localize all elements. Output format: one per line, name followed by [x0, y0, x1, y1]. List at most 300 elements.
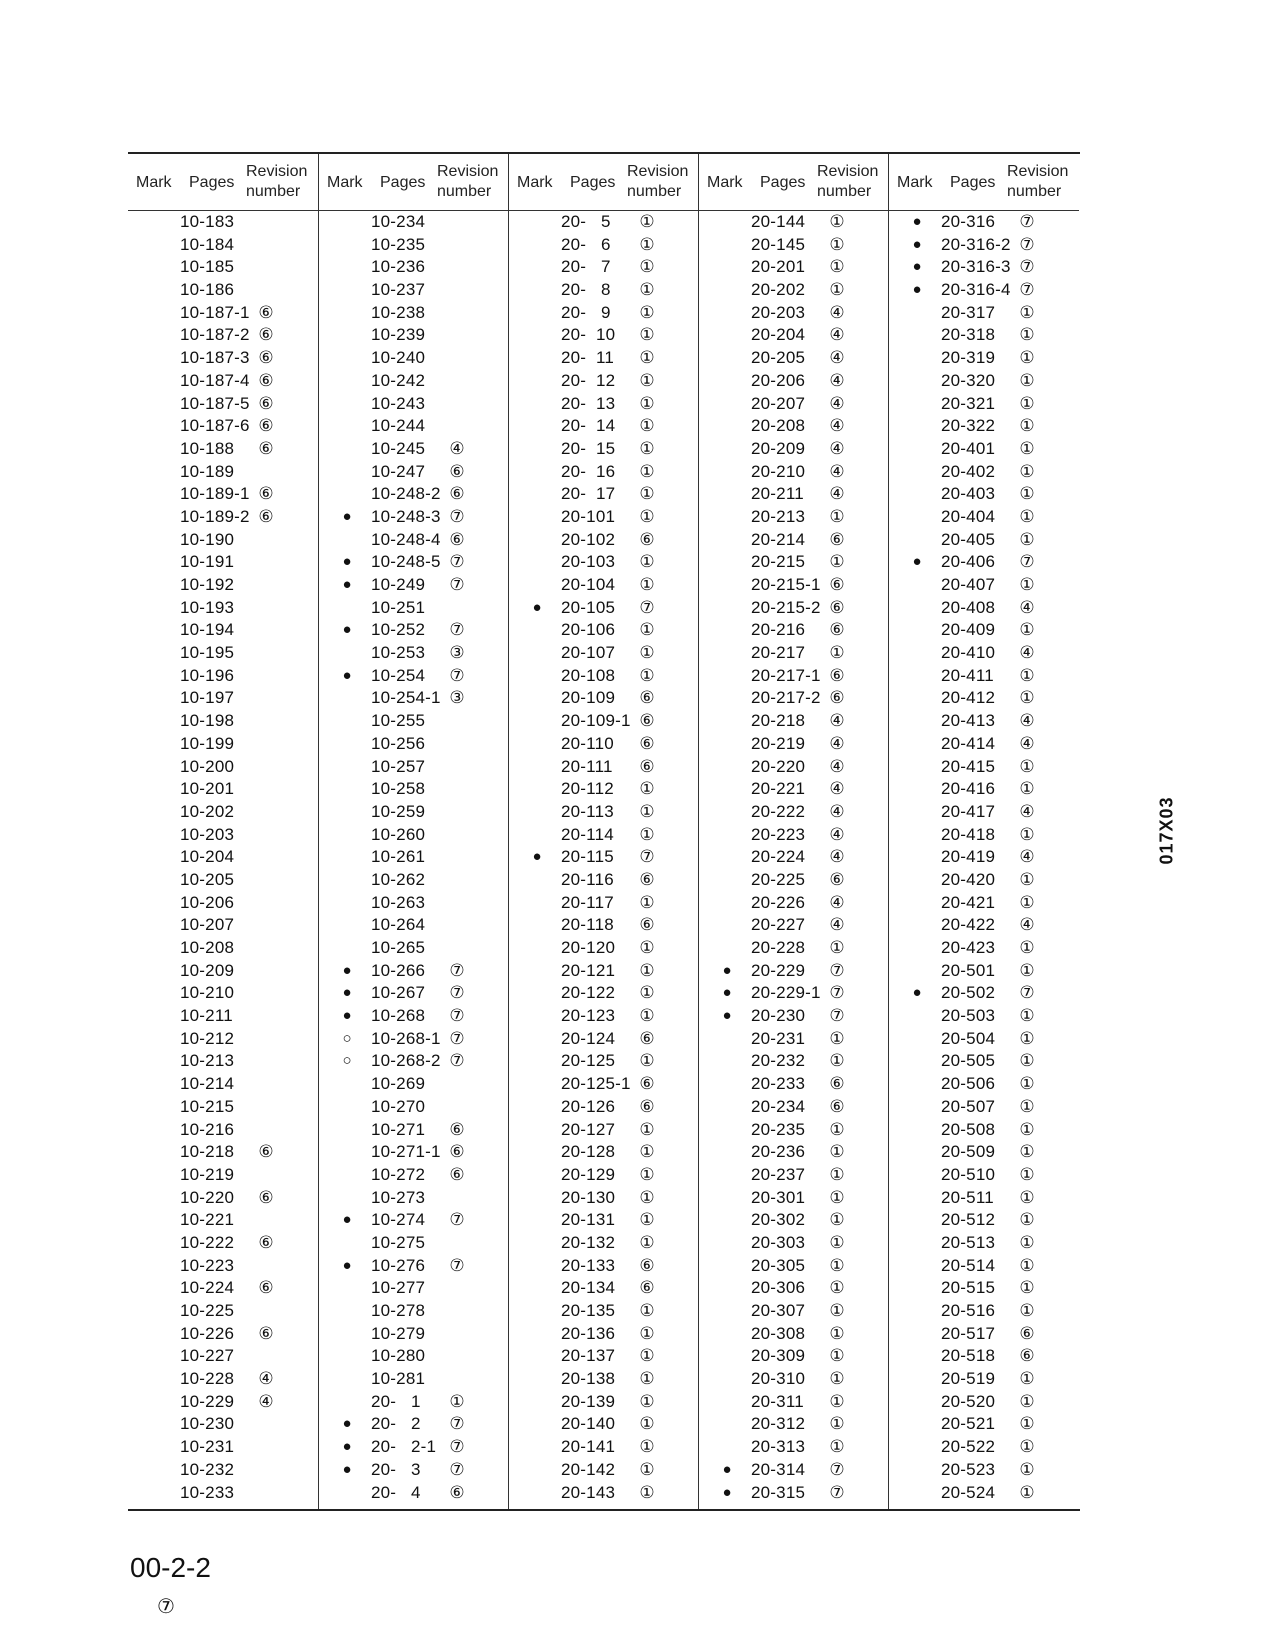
- page-ref: 20-229: [751, 960, 806, 980]
- table-row: [509, 1391, 699, 1414]
- page-ref: 20-505: [941, 1051, 996, 1071]
- table-row: [699, 642, 889, 665]
- revision-number: ⑥: [639, 1255, 655, 1275]
- table-row: [699, 1005, 889, 1028]
- revision-number: ①: [639, 824, 655, 844]
- page-ref: 10-214: [180, 1074, 235, 1094]
- page-ref: 20-144: [751, 212, 806, 231]
- revision-number: ⑥: [639, 688, 655, 708]
- table-row: [509, 1164, 699, 1187]
- table-row: [319, 733, 509, 756]
- table-row: [889, 687, 1079, 710]
- revision-number: ①: [1019, 869, 1035, 889]
- page-ref: 20-302: [751, 1210, 806, 1230]
- table-row: [699, 869, 889, 892]
- page-ref: 20- 6: [561, 234, 611, 254]
- revision-number: ⑦: [1019, 257, 1035, 277]
- revision-number: ⑥: [829, 620, 845, 640]
- table-row: [319, 892, 509, 915]
- table-row: [128, 869, 318, 892]
- table-row: [509, 506, 699, 529]
- table-row: [509, 1028, 699, 1051]
- table-row: [319, 347, 509, 370]
- page-ref: 10-197: [180, 688, 235, 708]
- revision-number: ④: [829, 370, 845, 390]
- table-row: [889, 1164, 1079, 1187]
- table-row: [889, 551, 1079, 574]
- page-ref: 10-220: [180, 1187, 235, 1207]
- page-ref: 20-415: [941, 756, 996, 776]
- page-ref: 20-320: [941, 370, 996, 390]
- table-row: [509, 824, 699, 847]
- table-row: [889, 1073, 1079, 1096]
- table-row: [128, 551, 318, 574]
- table-row: [699, 1141, 889, 1164]
- page-ref: 20-219: [751, 733, 806, 753]
- revision-number: ①: [829, 1437, 845, 1457]
- revision-number: ⑦: [449, 1028, 465, 1048]
- revision-number: ①: [1019, 1028, 1035, 1048]
- table-row: [128, 370, 318, 393]
- page-ref: 10-189-2: [180, 506, 250, 526]
- page-ref: 20-236: [751, 1142, 806, 1162]
- page-ref: 20-114: [561, 824, 614, 844]
- page-ref: 10-183: [180, 212, 235, 231]
- table-row: [889, 1459, 1079, 1482]
- table-row: [509, 937, 699, 960]
- page-ref: 10-248-4: [371, 529, 441, 549]
- table-row: [699, 1413, 889, 1436]
- table-row: [319, 1119, 509, 1142]
- revision-number: ①: [829, 1187, 845, 1207]
- page-ref: 20-131: [561, 1210, 616, 1230]
- page-ref: 20- 15: [561, 438, 616, 458]
- table-row: [889, 1413, 1079, 1436]
- page-ref: 20-410: [941, 643, 996, 663]
- table-row: [128, 642, 318, 665]
- table-row: [319, 1300, 509, 1323]
- table-row: [699, 438, 889, 461]
- table-row: [509, 642, 699, 665]
- page-ref: 20-419: [941, 847, 996, 867]
- table-row: [699, 1345, 889, 1368]
- revision-number: ⑦: [449, 1459, 465, 1479]
- revision-number: ⑥: [639, 733, 655, 753]
- table-row: [128, 347, 318, 370]
- revision-number: ①: [639, 325, 655, 345]
- revision-number: ⑥: [258, 416, 274, 436]
- revision-number: ①: [639, 506, 655, 526]
- revision-mark: ●: [912, 553, 922, 571]
- revision-number: ④: [1019, 733, 1035, 753]
- revision-number: ①: [639, 416, 655, 436]
- table-row: [889, 778, 1079, 801]
- table-row: [319, 483, 509, 506]
- table-row: [509, 1073, 699, 1096]
- revision-number: ①: [639, 438, 655, 458]
- table-row: [509, 1232, 699, 1255]
- table-row: [889, 914, 1079, 937]
- revision-number: ①: [449, 1391, 465, 1411]
- page-ref: 20-523: [941, 1459, 996, 1479]
- table-row: [889, 302, 1079, 325]
- page-ref: 20-123: [561, 1006, 616, 1026]
- page-ref: 20-134: [561, 1278, 616, 1298]
- revision-number: ⑦: [829, 960, 845, 980]
- table-row: [319, 1028, 509, 1051]
- table-row: [699, 1073, 889, 1096]
- revision-number: ①: [829, 1210, 845, 1230]
- table-row: [509, 869, 699, 892]
- revision-number: ①: [639, 393, 655, 413]
- page-ref: 20-217: [751, 643, 806, 663]
- page-ref: 20-109-1: [561, 711, 631, 731]
- table-row: [319, 665, 509, 688]
- page-ref: 20- 10: [561, 325, 616, 345]
- table-row: [509, 302, 699, 325]
- table-row: [128, 1482, 318, 1505]
- revision-number: ④: [258, 1369, 274, 1389]
- revision-number: ⑦: [449, 1437, 465, 1457]
- header-revision-line1: Revision: [437, 163, 499, 180]
- revision-mark: ●: [342, 1460, 352, 1478]
- page-ref: 10-238: [371, 302, 426, 322]
- page-ref: 20- 2-1: [371, 1437, 437, 1457]
- table-row: [889, 438, 1079, 461]
- revision-number: ①: [639, 665, 655, 685]
- table-row: [128, 778, 318, 801]
- page-ref: 10-233: [180, 1482, 235, 1502]
- page-ref: 10-281: [371, 1369, 426, 1389]
- table-row: [889, 801, 1079, 824]
- table-row: [128, 1413, 318, 1436]
- page-ref: 10-260: [371, 824, 426, 844]
- page-ref: 20-318: [941, 325, 996, 345]
- table-row: [128, 914, 318, 937]
- page-ref: 20-404: [941, 506, 996, 526]
- revision-number: ①: [1019, 1414, 1035, 1434]
- page-ref: 10-193: [180, 597, 235, 617]
- page-ref: 10-273: [371, 1187, 426, 1207]
- revision-number: ①: [639, 575, 655, 594]
- page-ref: 20-141: [561, 1437, 616, 1457]
- page-ref: 10-247: [371, 461, 426, 481]
- revision-number: ⑥: [639, 1096, 655, 1116]
- table-row: [889, 1391, 1079, 1414]
- table-row: [509, 370, 699, 393]
- table-row: [509, 846, 699, 869]
- page-ref: 20-515: [941, 1278, 996, 1298]
- page-ref: 10-257: [371, 756, 426, 776]
- table-row: [319, 1096, 509, 1119]
- page-ref: 20-401: [941, 438, 996, 458]
- table-row: [319, 1164, 509, 1187]
- revision-number: ⑥: [639, 529, 655, 549]
- page-ref: 20-316-3: [941, 257, 1011, 277]
- revision-number: ①: [639, 302, 655, 322]
- revision-number: ⑦: [1019, 983, 1035, 1003]
- table-row: [509, 256, 699, 279]
- table-row: [699, 1119, 889, 1142]
- revision-mark: ○: [342, 1029, 352, 1047]
- revision-number: ⑥: [258, 348, 274, 368]
- page-ref: 20-122: [561, 983, 616, 1003]
- page-ref: 20-420: [941, 869, 996, 889]
- revision-number: ①: [1019, 1119, 1035, 1139]
- revision-mark: ●: [342, 621, 352, 639]
- page-ref: 20-418: [941, 824, 996, 844]
- page-ref: 20-209: [751, 438, 806, 458]
- revision-number: ⑥: [639, 756, 655, 776]
- header-revision-number: [246, 162, 307, 202]
- page-ref: 20-506: [941, 1074, 996, 1094]
- revision-number: ⑥: [258, 484, 274, 504]
- revision-number: ①: [1019, 960, 1035, 980]
- table-row: [319, 619, 509, 642]
- revision-number: ④: [829, 779, 845, 799]
- page-ref: 20-104: [561, 575, 616, 594]
- page-ref: 20- 3: [371, 1459, 421, 1479]
- revision-number: ⑥: [639, 1074, 655, 1094]
- revision-number: ①: [639, 1142, 655, 1162]
- revision-mark: ●: [912, 984, 922, 1002]
- revision-number: ①: [1019, 688, 1035, 708]
- header-revision-line2: number: [437, 183, 492, 200]
- page-ref: 20-127: [561, 1119, 616, 1139]
- page-ref: 10-240: [371, 348, 426, 368]
- table-row: [699, 1164, 889, 1187]
- page-ref: 20-101: [561, 506, 616, 526]
- page-ref: 20-517: [941, 1323, 996, 1343]
- revision-number: ①: [829, 938, 845, 957]
- revision-number: ①: [829, 280, 845, 300]
- table-row: [128, 1391, 318, 1414]
- table-row: [128, 1255, 318, 1278]
- table-row: [319, 1073, 509, 1096]
- revision-number: ①: [639, 1482, 655, 1502]
- revision-number: ①: [639, 643, 655, 663]
- page-ref: 10-208: [180, 938, 235, 957]
- table-row: [128, 529, 318, 552]
- table-row: [319, 279, 509, 302]
- page-ref: 10-267: [371, 983, 426, 1003]
- page-ref: 20-118: [561, 915, 614, 935]
- revision-number: ⑥: [449, 1142, 465, 1162]
- page-ref: 20-311: [751, 1391, 804, 1411]
- page-ref: 20-224: [751, 847, 806, 867]
- page-ref: 10-271: [371, 1119, 426, 1139]
- page-ref: 20-136: [561, 1323, 616, 1343]
- revision-number: ①: [639, 779, 655, 799]
- page-ref: 20-303: [751, 1232, 806, 1252]
- revision-number: ①: [1019, 348, 1035, 368]
- table-row: [699, 506, 889, 529]
- table-row: [319, 846, 509, 869]
- revision-number: ①: [639, 212, 655, 231]
- table-row: [509, 687, 699, 710]
- revision-number: ④: [829, 393, 845, 413]
- page-ref: 10-249: [371, 575, 426, 594]
- page-ref: 20-220: [751, 756, 806, 776]
- table-row: [889, 1050, 1079, 1073]
- page-ref: 10-215: [180, 1096, 235, 1116]
- page-ref: 10-185: [180, 257, 235, 277]
- table-row: [319, 256, 509, 279]
- revision-number: ①: [829, 1414, 845, 1434]
- revision-number: ⑦: [449, 1051, 465, 1071]
- page-ref: 10-278: [371, 1301, 426, 1320]
- page-ref: 20-229-1: [751, 983, 821, 1003]
- page-ref: 10-199: [180, 733, 235, 753]
- revision-number: ⑦: [829, 1482, 845, 1502]
- table-row: [889, 347, 1079, 370]
- page-ref: 10-243: [371, 393, 426, 413]
- table-row: [699, 1028, 889, 1051]
- page-ref: 20-504: [941, 1028, 996, 1048]
- table-row: [128, 1459, 318, 1482]
- revision-number: ⑦: [639, 847, 655, 867]
- revision-number: ①: [1019, 1391, 1035, 1411]
- table-row: [699, 1255, 889, 1278]
- page-ref: 10-225: [180, 1301, 235, 1320]
- table-row: [509, 1413, 699, 1436]
- page-ref: 20-221: [751, 779, 806, 799]
- table-row: [699, 370, 889, 393]
- revision-number: ④: [258, 1391, 274, 1411]
- table-row: [128, 733, 318, 756]
- table-row: [509, 1277, 699, 1300]
- page-ref: 20-124: [561, 1028, 616, 1048]
- page-ref: 10-254: [371, 665, 426, 685]
- page-ref: 20-309: [751, 1346, 806, 1366]
- page-ref: 10-223: [180, 1255, 235, 1275]
- table-row: [699, 1482, 889, 1505]
- page-ref: 10-248-3: [371, 506, 441, 526]
- table-row: [319, 1368, 509, 1391]
- revision-number: ①: [639, 938, 655, 957]
- page-ref: 20-233: [751, 1074, 806, 1094]
- table-row: [319, 960, 509, 983]
- table-row: [889, 960, 1079, 983]
- revision-number: ①: [1019, 892, 1035, 912]
- page-ref: 20-216: [751, 620, 806, 640]
- revision-mark: ●: [912, 258, 922, 276]
- page-ref: 20-107: [561, 643, 616, 663]
- table-row: [699, 710, 889, 733]
- revision-number: ⑦: [829, 1006, 845, 1026]
- table-row: [699, 529, 889, 552]
- table-row: [509, 960, 699, 983]
- revision-number: ⑥: [258, 393, 274, 413]
- table-row: [509, 1141, 699, 1164]
- revision-number: ⑦: [449, 1414, 465, 1434]
- page-ref: 20-208: [751, 416, 806, 436]
- table-row: [889, 1255, 1079, 1278]
- table-row: [509, 347, 699, 370]
- table-row: [128, 256, 318, 279]
- page-ref: 20-207: [751, 393, 806, 413]
- revision-number: ⑥: [449, 1119, 465, 1139]
- table-row: [699, 801, 889, 824]
- revision-number: ①: [639, 1187, 655, 1207]
- header-pages: Pages: [380, 174, 426, 191]
- page-ref: 10-268-2: [371, 1051, 441, 1071]
- table-row: [509, 892, 699, 915]
- revision-number: ⑥: [1019, 1323, 1035, 1343]
- table-row: [699, 756, 889, 779]
- table-row: [699, 1436, 889, 1459]
- page-ref: 20-422: [941, 915, 996, 935]
- table-row: [889, 892, 1079, 915]
- page-ref: 10-269: [371, 1074, 426, 1094]
- table-row: [509, 415, 699, 438]
- revision-mark: ●: [722, 1007, 732, 1025]
- table-row: [319, 710, 509, 733]
- table-row: [509, 1255, 699, 1278]
- table-row: [128, 982, 318, 1005]
- page-ref: 10-187-2: [180, 325, 250, 345]
- revision-mark: ●: [342, 961, 352, 979]
- table-row: [509, 234, 699, 257]
- header-revision-line1: Revision: [1007, 163, 1069, 180]
- revision-number: ①: [639, 983, 655, 1003]
- table-row: [889, 324, 1079, 347]
- page-ref: 10-252: [371, 620, 426, 640]
- revision-number: ①: [829, 1369, 845, 1389]
- revision-mark: ●: [342, 553, 352, 571]
- header-pages: Pages: [950, 174, 996, 191]
- table-row: [699, 1459, 889, 1482]
- revision-number: ①: [639, 960, 655, 980]
- page-ref: 20-214: [751, 529, 806, 549]
- page-ref: 20-215-1: [751, 575, 821, 594]
- page-ref: 10-262: [371, 869, 426, 889]
- column-header: [128, 154, 318, 211]
- page-ref: 10-276: [371, 1255, 426, 1275]
- page-ref: 20-402: [941, 461, 996, 481]
- table-row: [319, 597, 509, 620]
- revision-number: ①: [829, 234, 845, 254]
- page-ref: 20-106: [561, 620, 616, 640]
- table-column: [888, 154, 1079, 1509]
- table-column: [128, 154, 318, 1509]
- page-ref: 20-408: [941, 597, 996, 617]
- table-row: [128, 1232, 318, 1255]
- table-row: [889, 1300, 1079, 1323]
- header-revision-line2: number: [1007, 183, 1062, 200]
- table-row: [699, 279, 889, 302]
- page-ref: 20-139: [561, 1391, 616, 1411]
- page-ref: 20-315: [751, 1482, 806, 1502]
- page-ref: 20-103: [561, 552, 616, 572]
- table-row: [128, 846, 318, 869]
- page-ref: 10-205: [180, 869, 235, 889]
- table-row: [699, 937, 889, 960]
- revision-number: ①: [1019, 1255, 1035, 1275]
- revision-number: ①: [639, 1323, 655, 1343]
- table-row: [509, 1050, 699, 1073]
- page-ref: 10-259: [371, 801, 426, 821]
- page-ref: 10-189: [180, 461, 235, 481]
- page-ref: 20-203: [751, 302, 806, 322]
- revision-number: ⑥: [258, 438, 274, 458]
- revision-number: ①: [1019, 1459, 1035, 1479]
- page-ref: 20-205: [751, 348, 806, 368]
- revision-number: ⑦: [449, 960, 465, 980]
- table-row: [319, 551, 509, 574]
- page-ref: 10-187-5: [180, 393, 250, 413]
- header-pages: Pages: [760, 174, 806, 191]
